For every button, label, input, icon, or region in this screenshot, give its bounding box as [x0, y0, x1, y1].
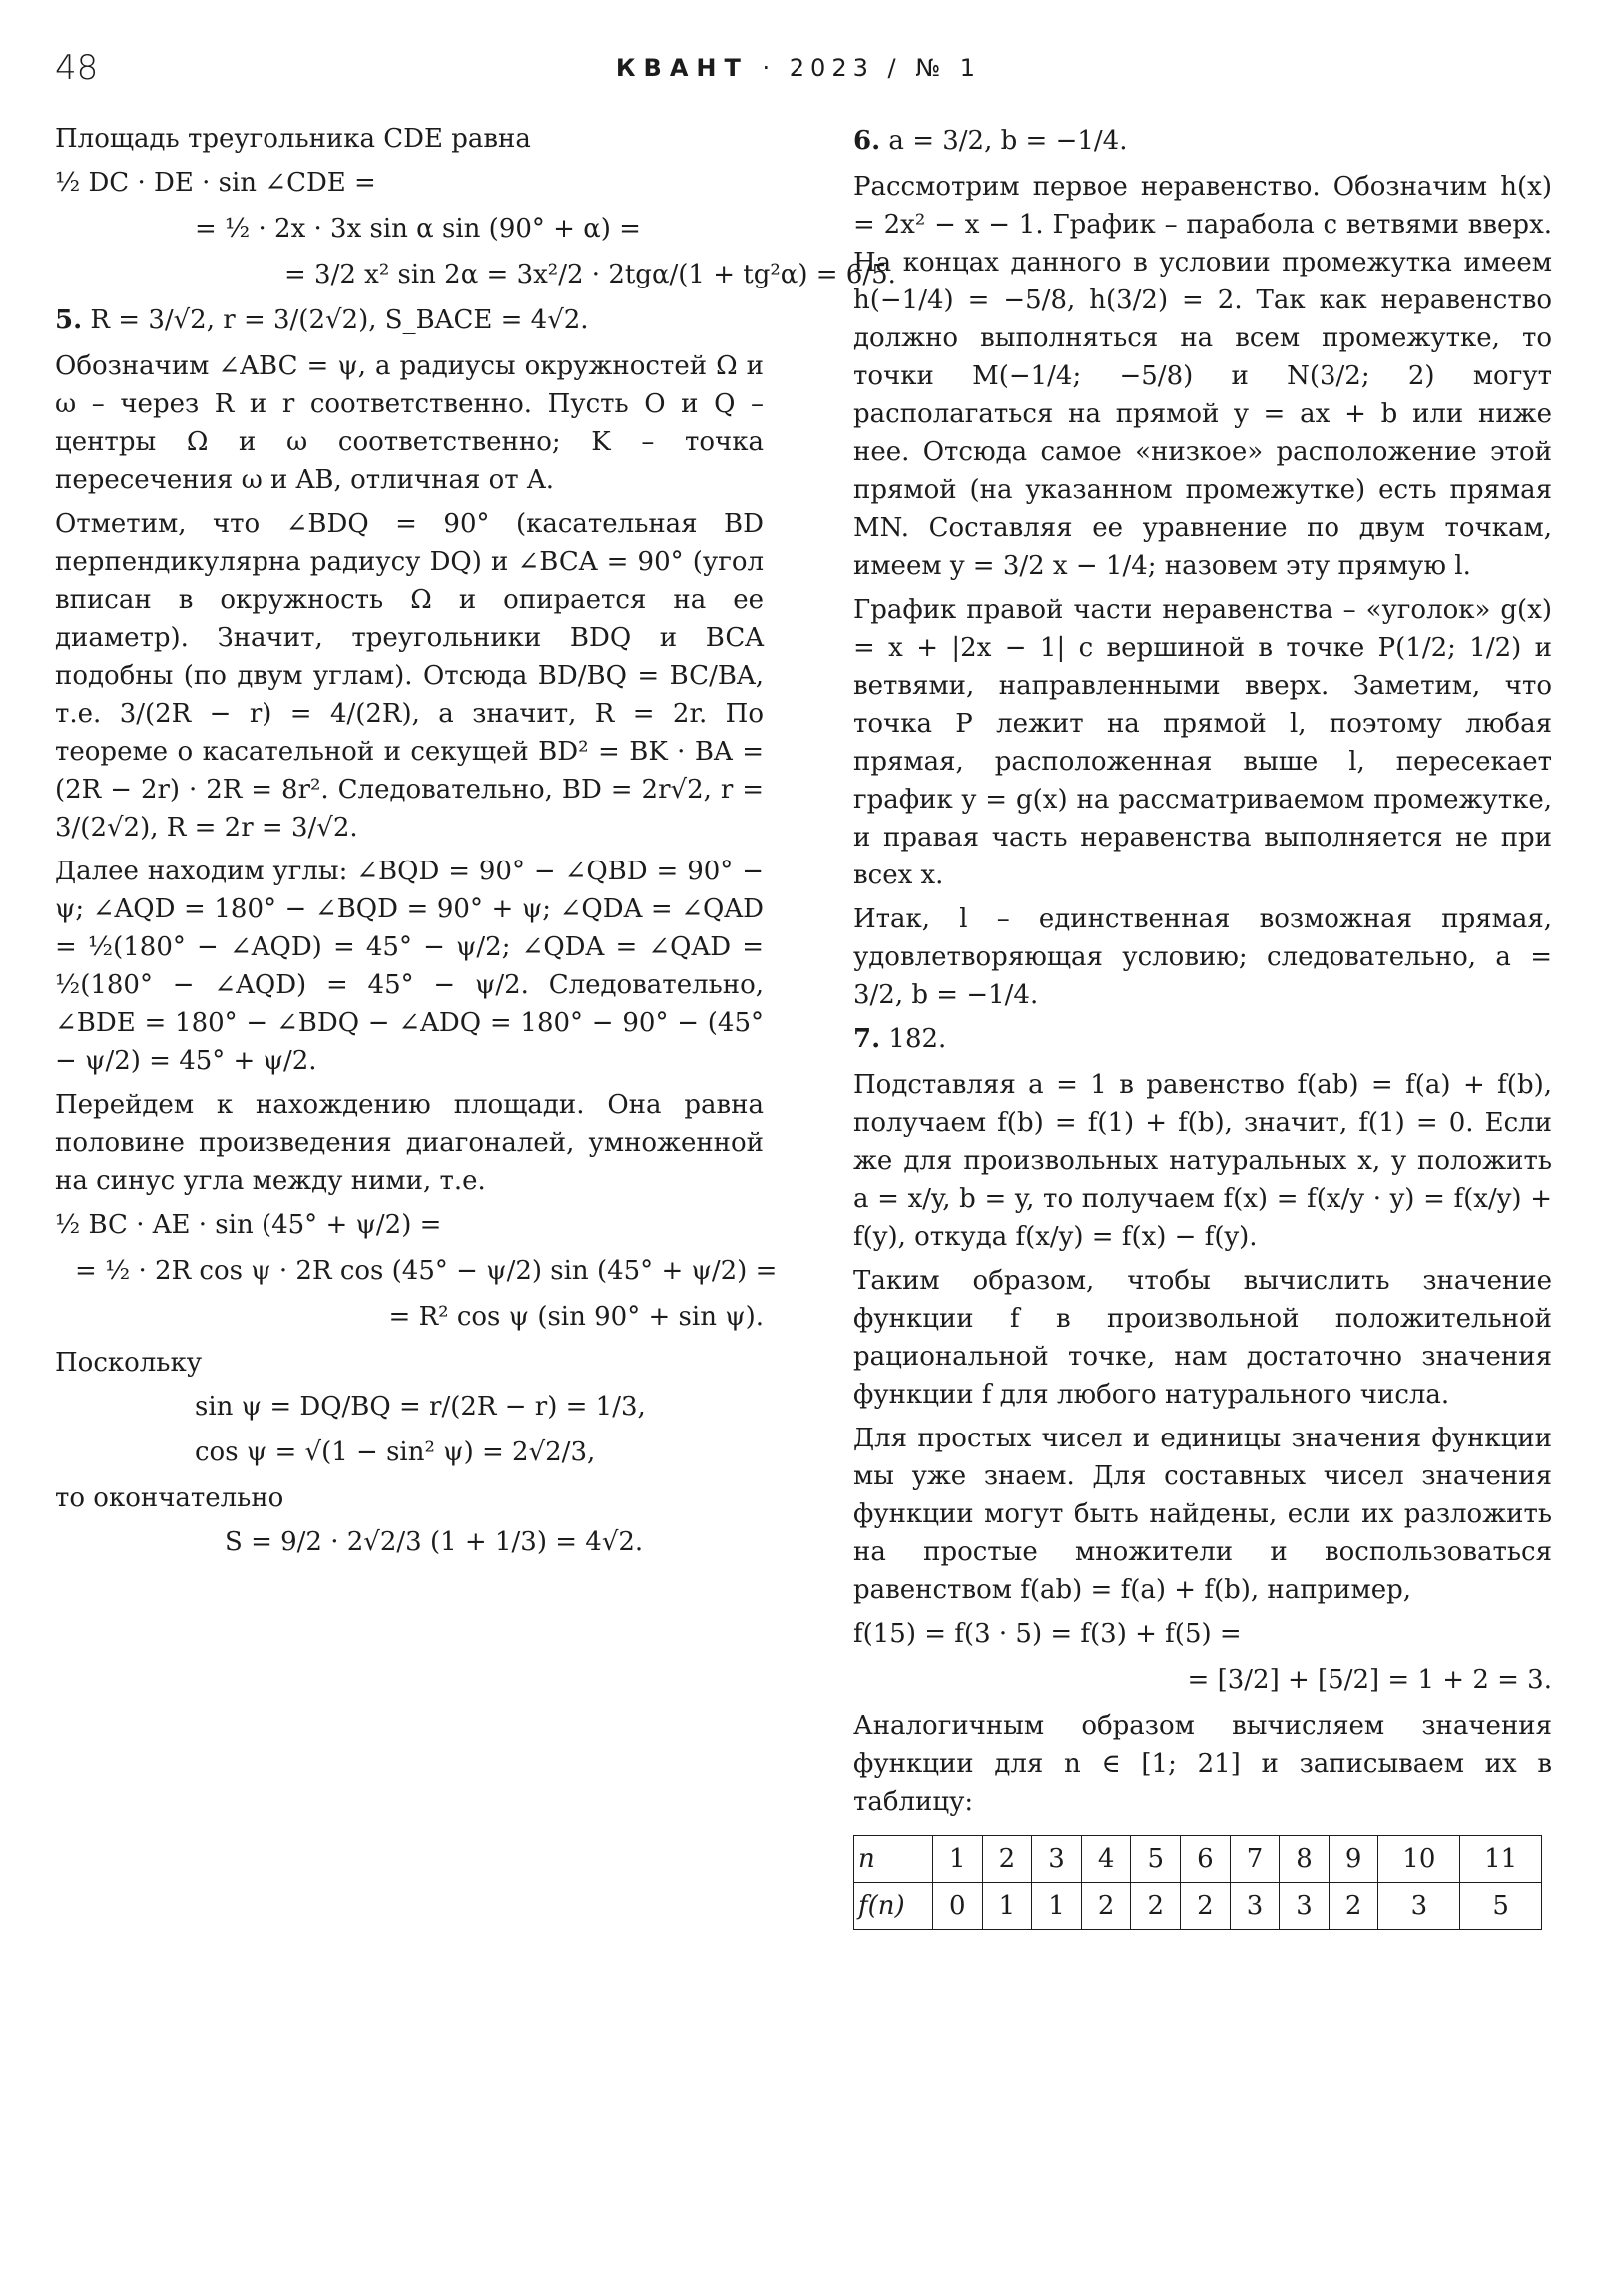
table-cell: 1: [1032, 1883, 1082, 1930]
equation: = ½ · 2R cos ψ · 2R cos (45° − ψ/2) sin (45° + ψ/2) =: [75, 1256, 778, 1286]
table-cell: 2: [1081, 1883, 1131, 1930]
table-cell: 1: [933, 1836, 983, 1883]
equation: = R² cos ψ (sin 90° + sin ψ).: [388, 1302, 764, 1332]
table-cell: 3: [1378, 1883, 1460, 1930]
table-cell: 3: [1280, 1883, 1330, 1930]
answer-text: a = 3/2, b = −1/4.: [888, 126, 1128, 156]
paragraph: Рассмотрим первое неравенство. Обозначим h(x) = 2x² − x − 1. График – парабола с ветвями вверх. На концах данного в условии промежутка имеем h(−1/4) = −5/8, h(3/2) = 2. Так как неравенство должно выполняться на всем промежутке, то точки M(−1/4; −5/8) и N(3/2; 2) могут располагаться на прямой y = ax + b или ниже нее. Отсюда самое «низкое» расположение этой прямой (на указанном промежутке) есть прямая MN. Составляя ее уравнение по двум точкам, имеем y = 3/2 x − 1/4; назовем эту прямую l.: [853, 172, 1552, 581]
paragraph: Итак, l – единственная возможная прямая, удовлетворяющая условию; следовательно, a = 3/2, b = −1/4.: [853, 904, 1552, 1010]
equation: ½ DC · DE · sin ∠CDE =: [55, 168, 376, 198]
journal-name: КВАНТ: [615, 54, 749, 82]
paragraph: Отметим, что ∠BDQ = 90° (касательная BD перпендикулярна радиусу DQ) и ∠BCA = 90° (угол вписан в окружность Ω и опирается на ее диаметр). Значит, треугольники BDQ и BCA подобны (по двум углам). Отсюда BD/BQ = BC/BA, т.е. 3/(2R − r) = 4/(2R), а значит, R = 2r. По теореме о касательной и секущей BD² = BK · BA = (2R − 2r) · 2R = 8r². Следовательно, BD = 2r√2, r = 3/(2√2), R = 2r = 3/√2.: [55, 509, 764, 843]
table-cell: 10: [1378, 1836, 1460, 1883]
table-cell: 11: [1460, 1836, 1542, 1883]
paragraph: Обозначим ∠ABC = ψ, а радиусы окружностей Ω и ω – через R и r соответственно. Пусть O и Q – центры Ω и ω соответственно; K – точка пересечения ω и AB, отличная от A.: [55, 351, 764, 495]
table-cell: 5: [1460, 1883, 1542, 1930]
table-cell: 2: [1131, 1883, 1181, 1930]
answer-number: 6.: [853, 126, 881, 156]
left-column: [55, 120, 896, 1569]
table-header-cell: n: [854, 1836, 933, 1883]
paragraph: то окончательно: [55, 1483, 284, 1513]
equation: ½ BC · AE · sin (45° + ψ/2) =: [55, 1210, 442, 1240]
table-cell: 5: [1131, 1836, 1181, 1883]
equation: = ½ · 2x · 3x sin α sin (90° + α) =: [195, 214, 641, 244]
paragraph: Для простых чисел и единицы значения функции мы уже знаем. Для составных чисел значения функции могут быть найдены, если их разложить на простые множители и воспользоваться равенством f(ab) = f(a) + f(b), например,: [853, 1424, 1552, 1605]
paragraph: Подставляя a = 1 в равенство f(ab) = f(a) + f(b), получаем f(b) = f(1) + f(b), значит, f(1) = 0. Если же для произвольных натуральных x, y положить a = x/y, b = y, то получаем f(x) = f(x/y · y) = f(x/y) + f(y), откуда f(x/y) = f(x) − f(y).: [853, 1070, 1552, 1252]
table-header-cell: f(n): [854, 1883, 933, 1930]
paragraph: Таким образом, чтобы вычислить значение функции f в произвольной положительной рациональной точке, нам достаточно значения функции f для любого натурального числа.: [853, 1266, 1552, 1410]
answer-number: 5.: [55, 305, 83, 335]
table-cell: 2: [1329, 1883, 1378, 1930]
paragraph: График правой части неравенства – «уголок» g(x) = x + |2x − 1| с вершиной в точке P(1/2; 1/2) и ветвями, направленными вверх. Заметим, что точка P лежит на прямой l, поэтому любая прямая, расположенная выше l, пересекает график y = g(x) на рассматриваемом промежутке, и правая часть неравенства выполняется не при всех x.: [853, 595, 1552, 890]
paragraph: Далее находим углы: ∠BQD = 90° − ∠QBD = 90° − ψ; ∠AQD = 180° − ∠BQD = 90° + ψ; ∠QDA = ∠QAD = ½(180° − ∠AQD) = 45° − ψ/2; ∠QDA = ∠QAD = ½(180° − ∠AQD) = 45° − ψ/2. Следовательно, ∠BDE = 180° − ∠BDQ − ∠ADQ = 180° − 90° − (45° − ψ/2) = 45° + ψ/2.: [55, 857, 764, 1076]
answer-text: 182.: [888, 1024, 947, 1054]
answer-number: 7.: [853, 1024, 881, 1054]
table-row: [854, 1836, 1542, 1883]
paragraph: Перейдем к нахождению площади. Она равна половине произведения диагоналей, умноженной на синус угла между ними, т.е.: [55, 1090, 764, 1196]
equation: sin ψ = DQ/BQ = r/(2R − r) = 1/3,: [195, 1392, 646, 1422]
page-header: [0, 48, 1597, 88]
equation: S = 9/2 · 2√2/3 (1 + 1/3) = 4√2.: [225, 1527, 644, 1557]
table-cell: 2: [1181, 1883, 1231, 1930]
table-cell: 2: [982, 1836, 1032, 1883]
table-cell: 7: [1230, 1836, 1280, 1883]
paragraph: Площадь треугольника CDE равна: [55, 124, 531, 154]
table-cell: 3: [1032, 1836, 1082, 1883]
table-cell: 6: [1181, 1836, 1231, 1883]
table-cell: 3: [1230, 1883, 1280, 1930]
equation: cos ψ = √(1 − sin² ψ) = 2√2/3,: [195, 1437, 596, 1467]
table-cell: 8: [1280, 1836, 1330, 1883]
table-cell: 1: [982, 1883, 1032, 1930]
paragraph: Аналогичным образом вычисляем значения функции для n ∈ [1; 21] и записываем их в таблицу:: [853, 1711, 1552, 1817]
answer-5: [55, 301, 764, 339]
right-column: [853, 120, 1552, 1930]
table-cell: 4: [1081, 1836, 1131, 1883]
answer-6: [853, 122, 1552, 160]
values-table: [853, 1835, 1542, 1930]
journal-issue: · 2023 / № 1: [762, 54, 982, 82]
paragraph: Поскольку: [55, 1348, 203, 1378]
equation: = [3/2] + [5/2] = 1 + 2 = 3.: [1187, 1665, 1552, 1695]
answer-7: [853, 1020, 1552, 1058]
answer-text: R = 3/√2, r = 3/(2√2), S_BACE = 4√2.: [90, 305, 589, 335]
page-number: 48: [55, 48, 99, 88]
table-row: [854, 1883, 1542, 1930]
equation: f(15) = f(3 · 5) = f(3) + f(5) =: [853, 1619, 1242, 1649]
equation: = 3/2 x² sin 2α = 3x²/2 · 2tgα/(1 + tg²α) = 6/5.: [284, 260, 896, 289]
journal-title: [0, 54, 1597, 82]
table-cell: 0: [933, 1883, 983, 1930]
table-cell: 9: [1329, 1836, 1378, 1883]
